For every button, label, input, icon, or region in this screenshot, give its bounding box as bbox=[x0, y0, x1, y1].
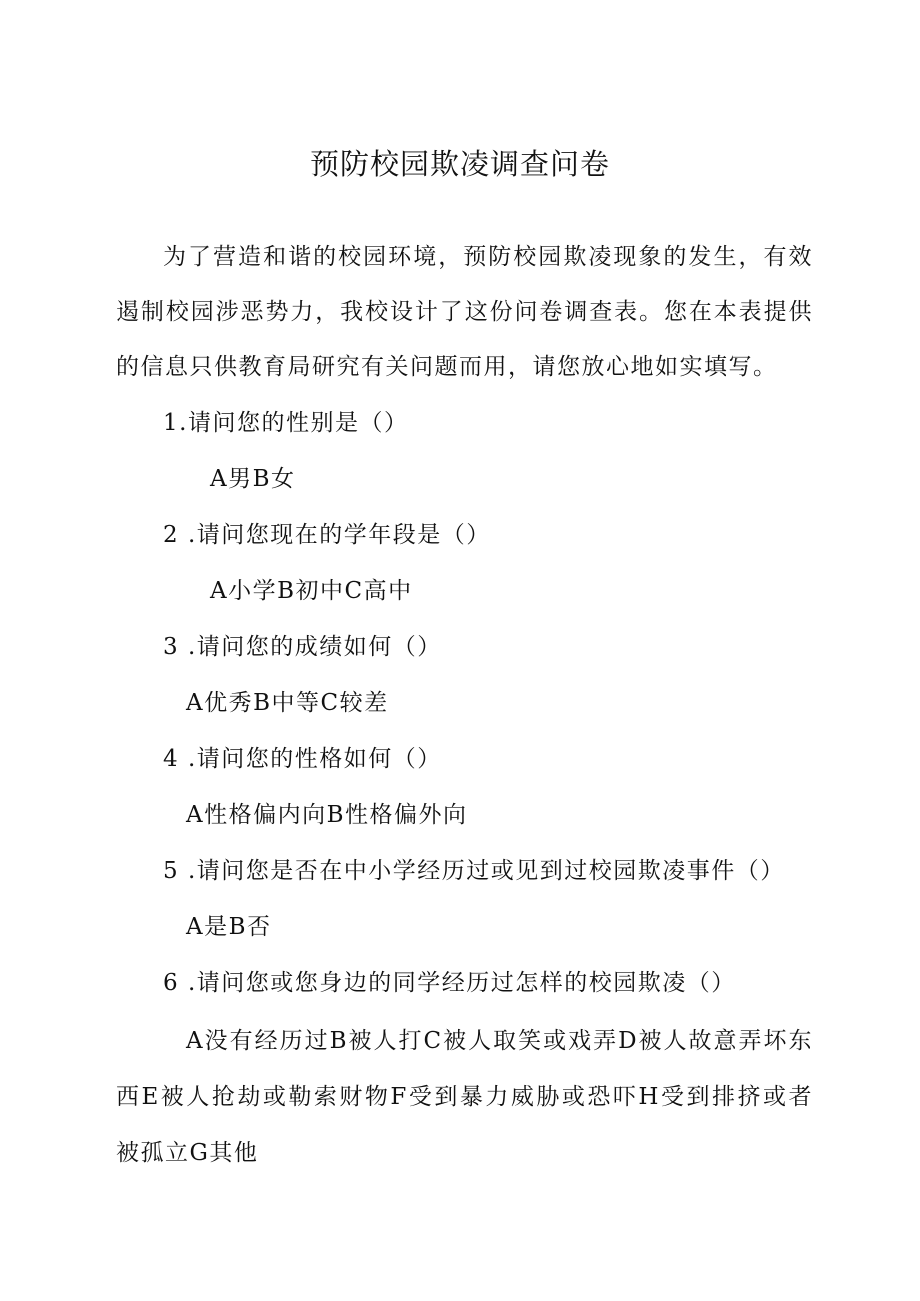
question-6-options-line-1: A没有经历过B被人打C被人取笑或戏弄D被人故意弄坏东 bbox=[186, 1028, 813, 1054]
question-6-options-line-2: 西E被人抢劫或勒索财物F受到暴力威胁或恐吓H受到排挤或者 bbox=[116, 1084, 813, 1110]
question-4-options: A性格偏内向B性格偏外向 bbox=[186, 802, 468, 828]
question-1: 1.请问您的性别是（） bbox=[163, 410, 409, 436]
question-2: 2 .请问您现在的学年段是（） bbox=[163, 522, 491, 548]
intro-line-2: 遏制校园涉恶势力，我校设计了这份问卷调查表。您在本表提供 bbox=[116, 299, 813, 325]
question-2-options: A小学B初中C高中 bbox=[210, 578, 413, 604]
intro-line-3: 的信息只供教育局研究有关问题而用，请您放心地如实填写。 bbox=[116, 354, 778, 380]
question-5-options: A是B否 bbox=[186, 914, 272, 940]
question-6: 6 .请问您或您身边的同学经历过怎样的校园欺凌（） bbox=[163, 970, 736, 996]
question-4: 4 .请问您的性格如何（） bbox=[163, 746, 442, 772]
question-1-options: A男B女 bbox=[210, 466, 296, 492]
document-title: 预防校园欺凌调查问卷 bbox=[309, 147, 610, 181]
question-3-options: A优秀B中等C较差 bbox=[186, 690, 389, 716]
intro-line-1: 为了营造和谐的校园环境，预防校园欺凌现象的发生，有效 bbox=[163, 244, 813, 270]
question-3: 3 .请问您的成绩如何（） bbox=[163, 634, 442, 660]
question-5: 5 .请问您是否在中小学经历过或见到过校园欺凌事件（） bbox=[163, 858, 785, 884]
question-6-options-line-3: 被孤立G其他 bbox=[116, 1140, 259, 1166]
